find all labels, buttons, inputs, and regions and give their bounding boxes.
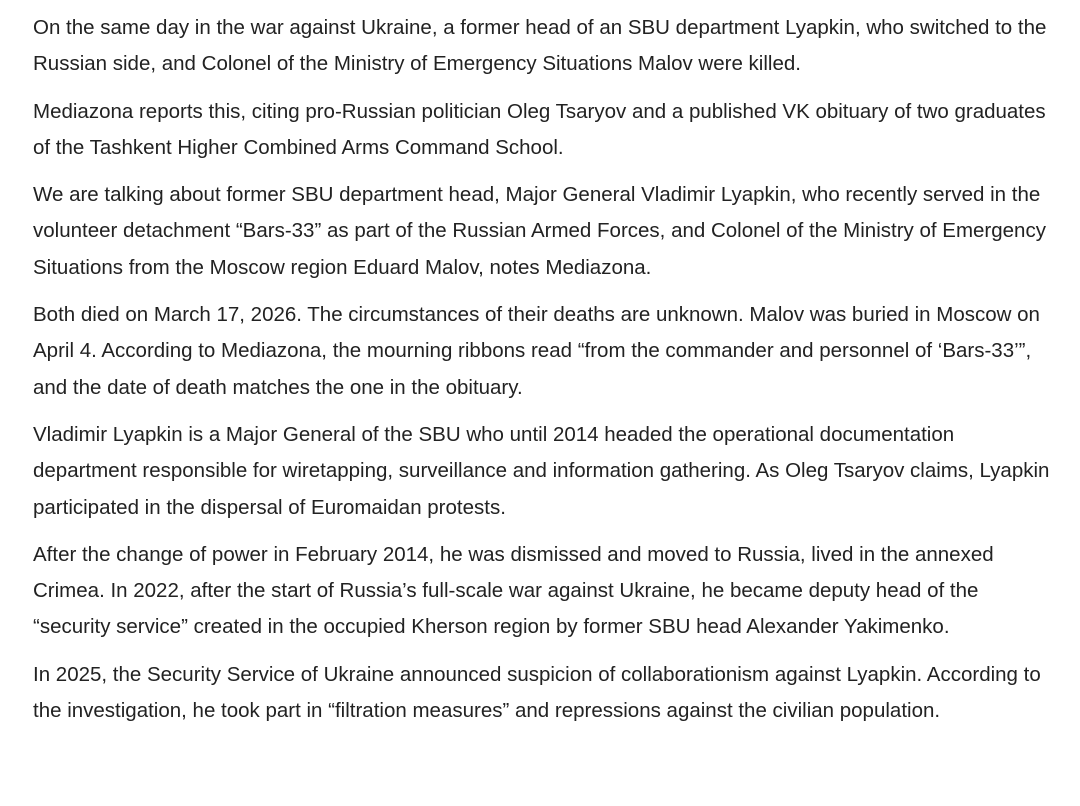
- paragraph-6: After the change of power in February 2014, he was dismissed and moved to Russia, lived in the annexed Crimea. In 2022, after the start of Russia’s full-scale war against Ukraine, he became deputy head of the “security service” created in the occupied Kherson region by former SBU head Alexander Yakimenko.: [33, 542, 994, 639]
- paragraph-3: We are talking about former SBU department head, Major General Vladimir Lyapkin, who recently served in the volunteer detachment “Bars-33” as part of the Russian Armed Forces, and Colonel of the Ministry of Emergency Situations from the Moscow region Eduard Malov, notes Mediazona.: [33, 183, 1046, 279]
- paragraph-7: In 2025, the Security Service of Ukraine announced suspicion of collaborationism against Lyapkin. According to the investigation, he took part in “filtration measures” and repressions against the civilian population.: [33, 662, 1041, 723]
- paragraph-2: Mediazona reports this, citing pro-Russian politician Oleg Tsaryov and a published VK obituary of two graduates of the Tashkent Higher Combined Arms Command School.: [33, 99, 1046, 159]
- paragraph-4: Both died on March 17, 2026. The circumstances of their deaths are unknown. Malov was buried in Moscow on April 4. According to Mediazona, the mourning ribbons read “from the commander and personnel of ‘Bars-33’”, and the date of death matches the one in the obituary.: [33, 303, 1040, 399]
- paragraph-1: On the same day in the war against Ukraine, a former head of an SBU department Lyapkin, who switched to the Russian side, and Colonel of the Ministry of Emergency Situations Malov were killed.: [33, 16, 1047, 76]
- paragraph-5: Vladimir Lyapkin is a Major General of the SBU who until 2014 headed the operational documentation department responsible for wiretapping, surveillance and information gathering. As Oleg Tsaryov claims, Lyapkin participated in the dispersal of Euromaidan protests.: [33, 422, 1050, 519]
